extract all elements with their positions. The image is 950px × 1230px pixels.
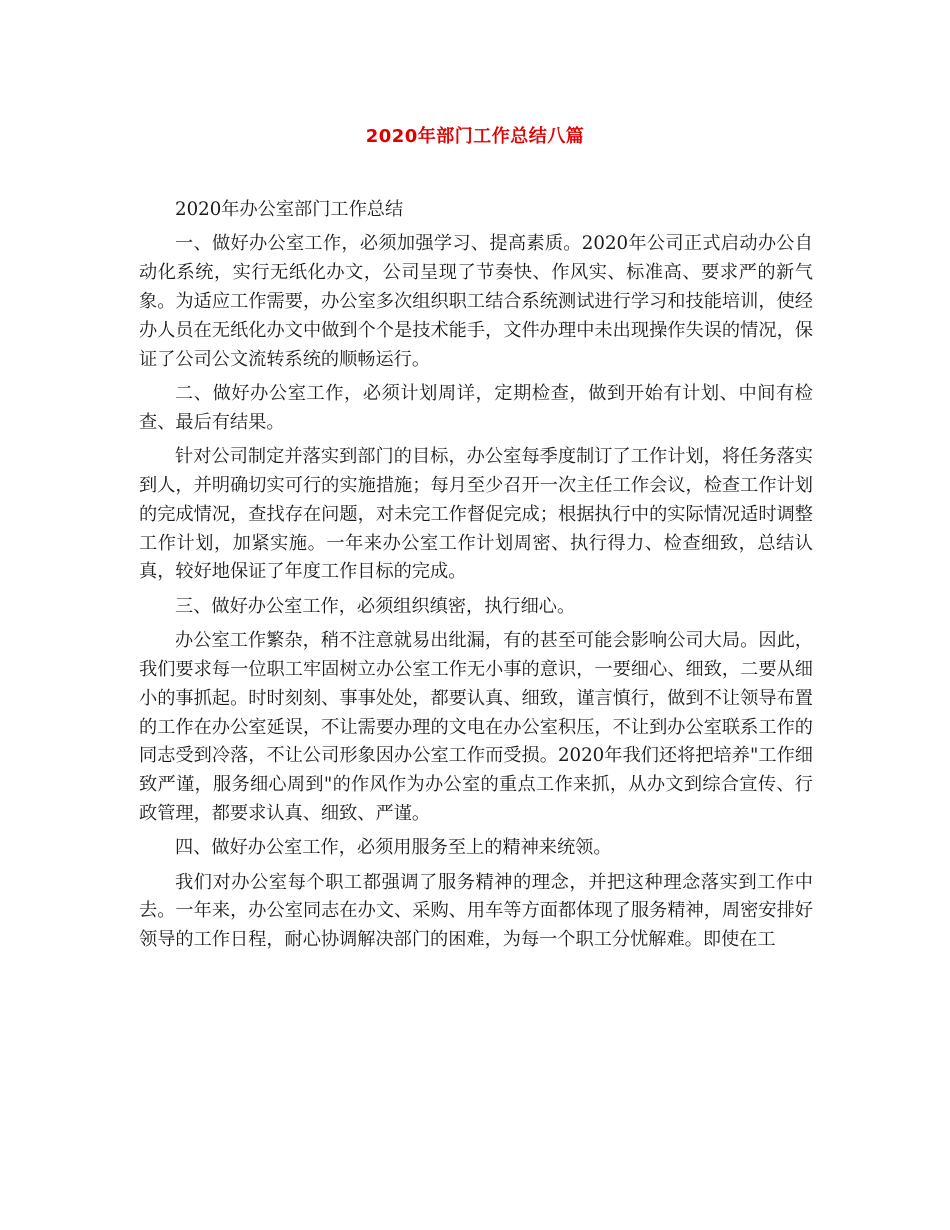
paragraph: 一、做好办公室工作，必须加强学习、提高素质。2020年公司正式启动办公自动化系统，实行无纸化办文，公司呈现了节奏快、作风实、标准高、要求严的新气象。为适应工作需要，办公室多次组织职工结合系统测试进行学习和技能培训，使经办人员在无纸化办文中做到个个是技术能手，文件办理中未出现操作失误的情况，保证了公司公文流转系统的顺畅运行。 [139, 233, 813, 370]
paragraph: 三、做好办公室工作，必须组织缜密，执行细心。 [175, 595, 576, 617]
document-body [139, 196, 813, 961]
paragraph: 办公室工作繁杂，稍不注意就易出纰漏，有的甚至可能会影响公司大局。因此，我们要求每一位职工牢固树立办公室工作无小事的意识，一要细心、细致，二要从细小的事抓起。时时刻刻、事事处处，都要认真、细致，谨言慎行，做到不让领导布置的工作在办公室延误，不让需要办理的文电在办公室积压，不让到办公室联系工作的同志受到冷落，不让公司形象因办公室工作而受损。2020年我们还将把培养"工作细致严谨，服务细心周到"的作风作为办公室的重点工作来抓，从办文到综合宣传、行政管理，都要求认真、细致、严谨。 [139, 630, 813, 824]
paragraph: 我们对办公室每个职工都强调了服务精神的理念，并把这种理念落实到工作中去。一年来，办公室同志在办文、采购、用车等方面都体现了服务精神，周密安排好领导的工作日程，耐心协调解决部门的困难，为每一个职工分忧解难。即使在工 [139, 871, 813, 951]
paragraph: 针对公司制定并落实到部门的目标，办公室每季度制订了工作计划，将任务落实到人，并明确切实可行的实施措施；每月至少召开一次主任工作会议，检查工作计划的完成情况，查找存在问题，对未完工作督促完成；根据执行中的实际情况适时调整工作计划，加紧实施。一年来办公室工作计划周密、执行得力、检查细致，总结认真，较好地保证了年度工作目标的完成。 [139, 446, 813, 583]
paragraph: 四、做好办公室工作，必须用服务至上的精神来统领。 [175, 837, 612, 859]
paragraph-subtitle: 2020年办公室部门工作总结 [175, 199, 404, 220]
paragraph: 二、做好办公室工作，必须计划周详，定期检查，做到开始有计划、中间有检查、最后有结果。 [139, 382, 813, 433]
document-title: 2020年部门工作总结八篇 [365, 126, 585, 147]
